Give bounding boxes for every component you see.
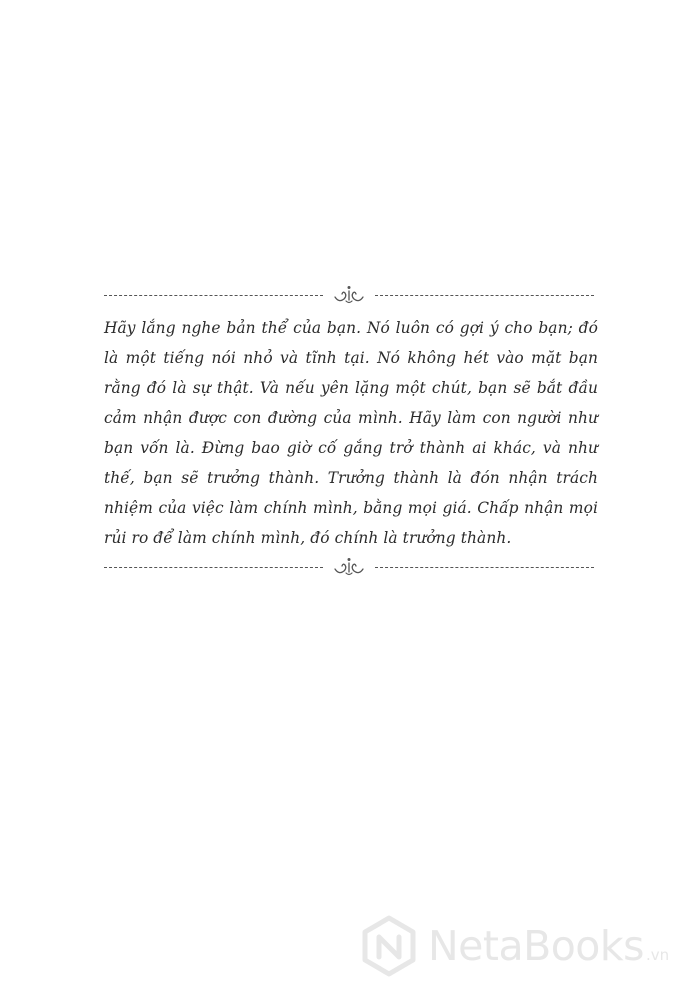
netabooks-logo-icon xyxy=(358,915,420,977)
flourish-icon xyxy=(323,555,375,579)
divider-dash-right xyxy=(375,295,594,296)
watermark xyxy=(358,916,669,976)
divider-dash-left xyxy=(104,567,323,568)
divider-dash-right xyxy=(375,567,594,568)
divider-top xyxy=(104,283,594,307)
watermark-brand: NetaBooks xyxy=(428,921,644,970)
flourish-icon xyxy=(323,283,375,307)
divider-dash-left xyxy=(104,295,323,296)
quote-paragraph: Hãy lắng nghe bản thể của bạn. Nó luôn có gợi ý cho bạn; đó là một tiếng nói nhỏ và tĩnh tại. Nó không hét vào mặt bạn rằng đó là sự thật. Và nếu yên lặng một chút, bạn sẽ bắt đầu cảm nhận được con đường của mình. Hãy làm con người như bạn vốn là. Đừng bao giờ cố gắng trở thành ai khác, và như thế, bạn sẽ trưởng thành. Trưởng thành là đón nhận trách nhiệm của việc làm chính mình, bằng mọi giá. Chấp nhận mọi rủi ro để làm chính mình, đó chính là trưởng thành. xyxy=(104,319,598,547)
divider-bottom xyxy=(104,555,594,579)
watermark-tld: .vn xyxy=(646,946,670,964)
